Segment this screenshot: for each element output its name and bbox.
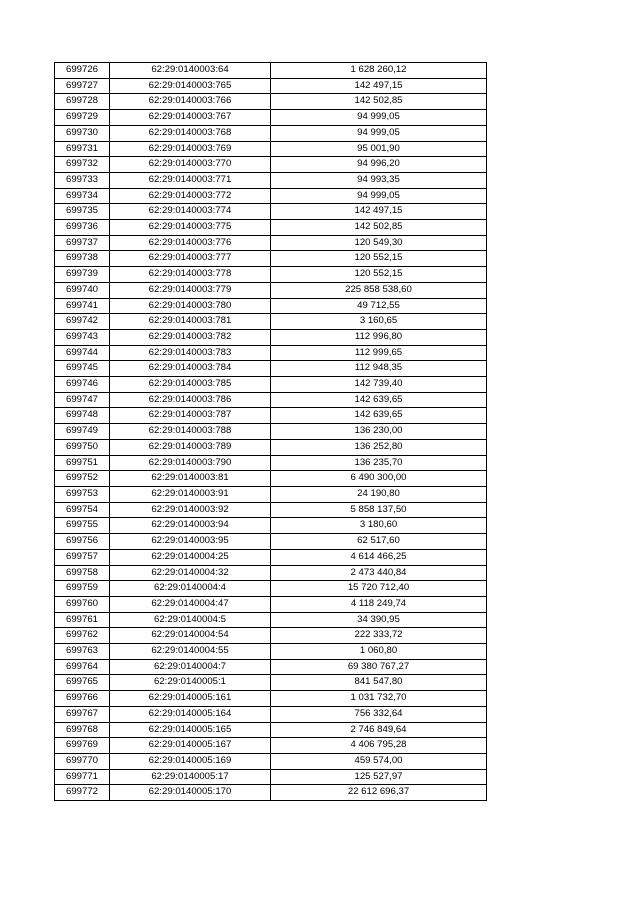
value-cell: 3 180,60 bbox=[271, 518, 487, 534]
table-row bbox=[55, 63, 487, 79]
table-row bbox=[55, 769, 487, 785]
cadastral-number-cell: 62:29:0140003:772 bbox=[110, 188, 271, 204]
cadastral-number-cell: 62:29:0140004:55 bbox=[110, 644, 271, 660]
row-id-cell: 699745 bbox=[55, 361, 110, 377]
value-cell: 225 858 538,60 bbox=[271, 282, 487, 298]
value-cell: 2 473 440,84 bbox=[271, 565, 487, 581]
cadastral-number-cell: 62:29:0140005:17 bbox=[110, 769, 271, 785]
row-id-cell: 699729 bbox=[55, 110, 110, 126]
cadastral-number-cell: 62:29:0140003:92 bbox=[110, 502, 271, 518]
table-row bbox=[55, 439, 487, 455]
cadastral-number-cell: 62:29:0140003:789 bbox=[110, 439, 271, 455]
row-id-cell: 699741 bbox=[55, 298, 110, 314]
table-row bbox=[55, 612, 487, 628]
table-row bbox=[55, 282, 487, 298]
value-cell: 112 996,80 bbox=[271, 329, 487, 345]
value-cell: 142 497,15 bbox=[271, 204, 487, 220]
value-cell: 112 999,65 bbox=[271, 345, 487, 361]
value-cell: 756 332,64 bbox=[271, 706, 487, 722]
table-row bbox=[55, 377, 487, 393]
cadastral-number-cell: 62:29:0140003:776 bbox=[110, 235, 271, 251]
value-cell: 94 999,05 bbox=[271, 188, 487, 204]
row-id-cell: 699750 bbox=[55, 439, 110, 455]
cadastral-number-cell: 62:29:0140003:782 bbox=[110, 329, 271, 345]
cadastral-number-cell: 62:29:0140005:165 bbox=[110, 722, 271, 738]
row-id-cell: 699756 bbox=[55, 534, 110, 550]
row-id-cell: 699728 bbox=[55, 94, 110, 110]
row-id-cell: 699772 bbox=[55, 785, 110, 801]
value-cell: 95 001,90 bbox=[271, 141, 487, 157]
row-id-cell: 699744 bbox=[55, 345, 110, 361]
table-row bbox=[55, 188, 487, 204]
value-cell: 222 333,72 bbox=[271, 628, 487, 644]
cadastral-number-cell: 62:29:0140004:25 bbox=[110, 549, 271, 565]
table-row bbox=[55, 345, 487, 361]
value-cell: 3 160,65 bbox=[271, 314, 487, 330]
value-cell: 1 060,80 bbox=[271, 644, 487, 660]
row-id-cell: 699734 bbox=[55, 188, 110, 204]
table-row bbox=[55, 267, 487, 283]
table-row bbox=[55, 691, 487, 707]
row-id-cell: 699762 bbox=[55, 628, 110, 644]
value-cell: 459 574,00 bbox=[271, 753, 487, 769]
table-row bbox=[55, 753, 487, 769]
row-id-cell: 699766 bbox=[55, 691, 110, 707]
row-id-cell: 699732 bbox=[55, 157, 110, 173]
table-row bbox=[55, 518, 487, 534]
table-row bbox=[55, 251, 487, 267]
cadastral-number-cell: 62:29:0140003:787 bbox=[110, 408, 271, 424]
row-id-cell: 699753 bbox=[55, 486, 110, 502]
cadastral-number-cell: 62:29:0140005:164 bbox=[110, 706, 271, 722]
cadastral-number-cell: 62:29:0140003:775 bbox=[110, 220, 271, 236]
value-cell: 49 712,55 bbox=[271, 298, 487, 314]
table-row bbox=[55, 565, 487, 581]
row-id-cell: 699761 bbox=[55, 612, 110, 628]
value-cell: 142 639,65 bbox=[271, 392, 487, 408]
table-row bbox=[55, 408, 487, 424]
table-row bbox=[55, 141, 487, 157]
cadastral-number-cell: 62:29:0140004:7 bbox=[110, 659, 271, 675]
row-id-cell: 699751 bbox=[55, 455, 110, 471]
value-cell: 136 235,70 bbox=[271, 455, 487, 471]
cadastral-number-cell: 62:29:0140005:1 bbox=[110, 675, 271, 691]
table-row bbox=[55, 549, 487, 565]
cadastral-number-cell: 62:29:0140003:780 bbox=[110, 298, 271, 314]
table-row bbox=[55, 78, 487, 94]
table-row bbox=[55, 157, 487, 173]
row-id-cell: 699754 bbox=[55, 502, 110, 518]
table-row bbox=[55, 94, 487, 110]
row-id-cell: 699742 bbox=[55, 314, 110, 330]
table-row bbox=[55, 675, 487, 691]
row-id-cell: 699748 bbox=[55, 408, 110, 424]
table-row bbox=[55, 486, 487, 502]
row-id-cell: 699749 bbox=[55, 424, 110, 440]
row-id-cell: 699730 bbox=[55, 125, 110, 141]
cadastral-number-cell: 62:29:0140003:784 bbox=[110, 361, 271, 377]
row-id-cell: 699764 bbox=[55, 659, 110, 675]
table-row bbox=[55, 706, 487, 722]
table-row bbox=[55, 329, 487, 345]
row-id-cell: 699769 bbox=[55, 738, 110, 754]
cadastral-number-cell: 62:29:0140003:767 bbox=[110, 110, 271, 126]
row-id-cell: 699763 bbox=[55, 644, 110, 660]
value-cell: 1 628 260,12 bbox=[271, 63, 487, 79]
table-row bbox=[55, 628, 487, 644]
cadastral-number-cell: 62:29:0140003:769 bbox=[110, 141, 271, 157]
value-cell: 2 746 849,64 bbox=[271, 722, 487, 738]
cadastral-number-cell: 62:29:0140005:167 bbox=[110, 738, 271, 754]
table-row bbox=[55, 172, 487, 188]
table-row bbox=[55, 455, 487, 471]
value-cell: 15 720 712,40 bbox=[271, 581, 487, 597]
table-row bbox=[55, 644, 487, 660]
value-cell: 4 118 249,74 bbox=[271, 596, 487, 612]
row-id-cell: 699737 bbox=[55, 235, 110, 251]
row-id-cell: 699735 bbox=[55, 204, 110, 220]
row-id-cell: 699747 bbox=[55, 392, 110, 408]
cadastral-number-cell: 62:29:0140003:91 bbox=[110, 486, 271, 502]
table-row bbox=[55, 502, 487, 518]
value-cell: 120 549,30 bbox=[271, 235, 487, 251]
row-id-cell: 699768 bbox=[55, 722, 110, 738]
value-cell: 94 999,05 bbox=[271, 125, 487, 141]
value-cell: 142 497,15 bbox=[271, 78, 487, 94]
table-row bbox=[55, 581, 487, 597]
value-cell: 6 490 300,00 bbox=[271, 471, 487, 487]
table-row bbox=[55, 314, 487, 330]
table-row bbox=[55, 110, 487, 126]
cadastral-number-cell: 62:29:0140003:765 bbox=[110, 78, 271, 94]
table-row bbox=[55, 204, 487, 220]
data-table bbox=[54, 62, 487, 801]
value-cell: 34 390,95 bbox=[271, 612, 487, 628]
value-cell: 1 031 732,70 bbox=[271, 691, 487, 707]
cadastral-number-cell: 62:29:0140003:778 bbox=[110, 267, 271, 283]
row-id-cell: 699759 bbox=[55, 581, 110, 597]
row-id-cell: 699738 bbox=[55, 251, 110, 267]
value-cell: 125 527,97 bbox=[271, 769, 487, 785]
value-cell: 4 406 795,28 bbox=[271, 738, 487, 754]
row-id-cell: 699740 bbox=[55, 282, 110, 298]
table-row bbox=[55, 125, 487, 141]
value-cell: 136 252,80 bbox=[271, 439, 487, 455]
cadastral-number-cell: 62:29:0140004:4 bbox=[110, 581, 271, 597]
row-id-cell: 699760 bbox=[55, 596, 110, 612]
cadastral-number-cell: 62:29:0140003:779 bbox=[110, 282, 271, 298]
row-id-cell: 699770 bbox=[55, 753, 110, 769]
table-row bbox=[55, 471, 487, 487]
row-id-cell: 699767 bbox=[55, 706, 110, 722]
value-cell: 142 502,85 bbox=[271, 220, 487, 236]
value-cell: 112 948,35 bbox=[271, 361, 487, 377]
cadastral-number-cell: 62:29:0140003:81 bbox=[110, 471, 271, 487]
value-cell: 94 993,35 bbox=[271, 172, 487, 188]
cadastral-number-cell: 62:29:0140005:170 bbox=[110, 785, 271, 801]
value-cell: 142 502,85 bbox=[271, 94, 487, 110]
row-id-cell: 699757 bbox=[55, 549, 110, 565]
row-id-cell: 699771 bbox=[55, 769, 110, 785]
cadastral-number-cell: 62:29:0140003:777 bbox=[110, 251, 271, 267]
row-id-cell: 699733 bbox=[55, 172, 110, 188]
cadastral-number-cell: 62:29:0140003:95 bbox=[110, 534, 271, 550]
table-row bbox=[55, 534, 487, 550]
value-cell: 136 230,00 bbox=[271, 424, 487, 440]
value-cell: 5 858 137,50 bbox=[271, 502, 487, 518]
cadastral-number-cell: 62:29:0140004:54 bbox=[110, 628, 271, 644]
value-cell: 4 614 466,25 bbox=[271, 549, 487, 565]
value-cell: 142 639,65 bbox=[271, 408, 487, 424]
table-row bbox=[55, 361, 487, 377]
table-row bbox=[55, 392, 487, 408]
value-cell: 22 612 696,37 bbox=[271, 785, 487, 801]
cadastral-number-cell: 62:29:0140003:774 bbox=[110, 204, 271, 220]
cadastral-number-cell: 62:29:0140003:770 bbox=[110, 157, 271, 173]
value-cell: 69 380 767,27 bbox=[271, 659, 487, 675]
value-cell: 94 999,05 bbox=[271, 110, 487, 126]
table-row bbox=[55, 596, 487, 612]
cadastral-number-cell: 62:29:0140003:785 bbox=[110, 377, 271, 393]
table-row bbox=[55, 424, 487, 440]
cadastral-number-cell: 62:29:0140003:771 bbox=[110, 172, 271, 188]
value-cell: 841 547,80 bbox=[271, 675, 487, 691]
row-id-cell: 699726 bbox=[55, 63, 110, 79]
cadastral-number-cell: 62:29:0140003:64 bbox=[110, 63, 271, 79]
table-row bbox=[55, 738, 487, 754]
table-body bbox=[55, 63, 487, 801]
cadastral-number-cell: 62:29:0140004:32 bbox=[110, 565, 271, 581]
table-row bbox=[55, 220, 487, 236]
cadastral-number-cell: 62:29:0140003:766 bbox=[110, 94, 271, 110]
row-id-cell: 699758 bbox=[55, 565, 110, 581]
value-cell: 94 996,20 bbox=[271, 157, 487, 173]
cadastral-number-cell: 62:29:0140003:788 bbox=[110, 424, 271, 440]
value-cell: 24 190,80 bbox=[271, 486, 487, 502]
row-id-cell: 699746 bbox=[55, 377, 110, 393]
cadastral-number-cell: 62:29:0140003:94 bbox=[110, 518, 271, 534]
value-cell: 120 552,15 bbox=[271, 267, 487, 283]
row-id-cell: 699743 bbox=[55, 329, 110, 345]
row-id-cell: 699752 bbox=[55, 471, 110, 487]
table-row bbox=[55, 298, 487, 314]
table-row bbox=[55, 659, 487, 675]
cadastral-number-cell: 62:29:0140003:786 bbox=[110, 392, 271, 408]
value-cell: 62 517,60 bbox=[271, 534, 487, 550]
cadastral-number-cell: 62:29:0140004:5 bbox=[110, 612, 271, 628]
row-id-cell: 699765 bbox=[55, 675, 110, 691]
row-id-cell: 699727 bbox=[55, 78, 110, 94]
cadastral-number-cell: 62:29:0140005:169 bbox=[110, 753, 271, 769]
row-id-cell: 699755 bbox=[55, 518, 110, 534]
cadastral-number-cell: 62:29:0140003:781 bbox=[110, 314, 271, 330]
value-cell: 142 739,40 bbox=[271, 377, 487, 393]
table-row bbox=[55, 235, 487, 251]
row-id-cell: 699731 bbox=[55, 141, 110, 157]
cadastral-number-cell: 62:29:0140005:161 bbox=[110, 691, 271, 707]
value-cell: 120 552,15 bbox=[271, 251, 487, 267]
cadastral-number-cell: 62:29:0140003:783 bbox=[110, 345, 271, 361]
cadastral-number-cell: 62:29:0140004:47 bbox=[110, 596, 271, 612]
cadastral-number-cell: 62:29:0140003:790 bbox=[110, 455, 271, 471]
row-id-cell: 699739 bbox=[55, 267, 110, 283]
row-id-cell: 699736 bbox=[55, 220, 110, 236]
cadastral-number-cell: 62:29:0140003:768 bbox=[110, 125, 271, 141]
table-row bbox=[55, 722, 487, 738]
table-row bbox=[55, 785, 487, 801]
